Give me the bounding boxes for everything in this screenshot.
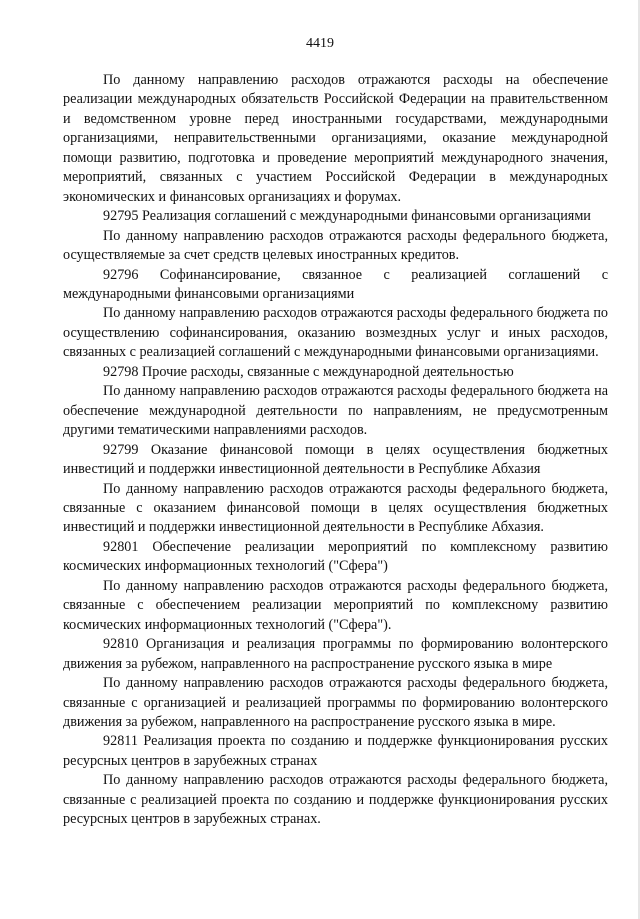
paragraph-expenses-international-obligations: По данному направлению расходов отражаются расходы на обеспечение реализации международных обязательств Российской Федерации на правительственном и ведомственном уровне перед иностранными государствами, международными организациями, неправительственными организациями, оказание международной помощи развитию, подготовка и проведение мероприятий международного значения, мероприятий, связанных с участием Российской Федерации в международных экономических и финансовых организациях и форумах. xyxy=(63,72,608,205)
page-number: 4419 xyxy=(306,36,334,51)
paragraph-92795-description: По данному направлению расходов отражаются расходы федерального бюджета, осуществляемые за счет средств целевых иностранных кредитов. xyxy=(63,227,608,264)
heading-92795: 92795 Реализация соглашений с международными финансовыми организациями xyxy=(103,208,591,225)
paragraph-92799-description: По данному направлению расходов отражаются расходы федерального бюджета, связанные с оказанием финансовой помощи в целях осуществления бюджетных инвестиций и поддержки инвестиционной деятельности в Республике Абхазия. xyxy=(63,480,608,536)
document-body xyxy=(63,71,608,830)
paragraph-92796-description: По данному направлению расходов отражаются расходы федерального бюджета по осуществлению софинансирования, оказанию возмездных услуг и иных расходов, связанных с реализацией соглашений с международными финансовыми организациями. xyxy=(63,305,608,361)
heading-92810: 92810 Организация и реализация программы по формированию волонтерского движения за рубежом, направленного на распространение русского языка в мире xyxy=(63,636,608,672)
heading-92811: 92811 Реализация проекта по созданию и поддержке функционирования русских ресурсных центров в зарубежных странах xyxy=(63,733,608,769)
heading-92796: 92796 Софинансирование, связанное с реализацией соглашений с международными финансовыми организациями xyxy=(63,266,608,302)
heading-92801: 92801 Обеспечение реализации мероприятий по комплексному развитию космических информационных технологий ("Сфера") xyxy=(63,538,608,575)
paragraph-92798-description: По данному направлению расходов отражаются расходы федерального бюджета на обеспечение международной деятельности по направлениям, не предусмотренным другими тематическими направлениями расходов. xyxy=(63,383,608,439)
heading-92799: 92799 Оказание финансовой помощи в целях осуществления бюджетных инвестиций и поддержки инвестиционной деятельности в Республике Абхазия xyxy=(63,441,608,478)
heading-92798: 92798 Прочие расходы, связанные с международной деятельностью xyxy=(103,363,514,380)
paragraph-92810-description: По данному направлению расходов отражаются расходы федерального бюджета, связанные с организацией и реализацией программы по формированию волонтерского движения за рубежом, направленного на распространение русского языка в мире. xyxy=(63,675,608,730)
paragraph-92801-description: По данному направлению расходов отражаются расходы федерального бюджета, связанные с обеспечением реализации мероприятий по комплексному развитию космических информационных технологий ("Сфера"). xyxy=(63,577,608,633)
paragraph-92811-description: По данному направлению расходов отражаются расходы федерального бюджета, связанные с реализацией проекта по созданию и поддержке функционирования русских ресурсных центров в зарубежных странах. xyxy=(63,772,608,828)
